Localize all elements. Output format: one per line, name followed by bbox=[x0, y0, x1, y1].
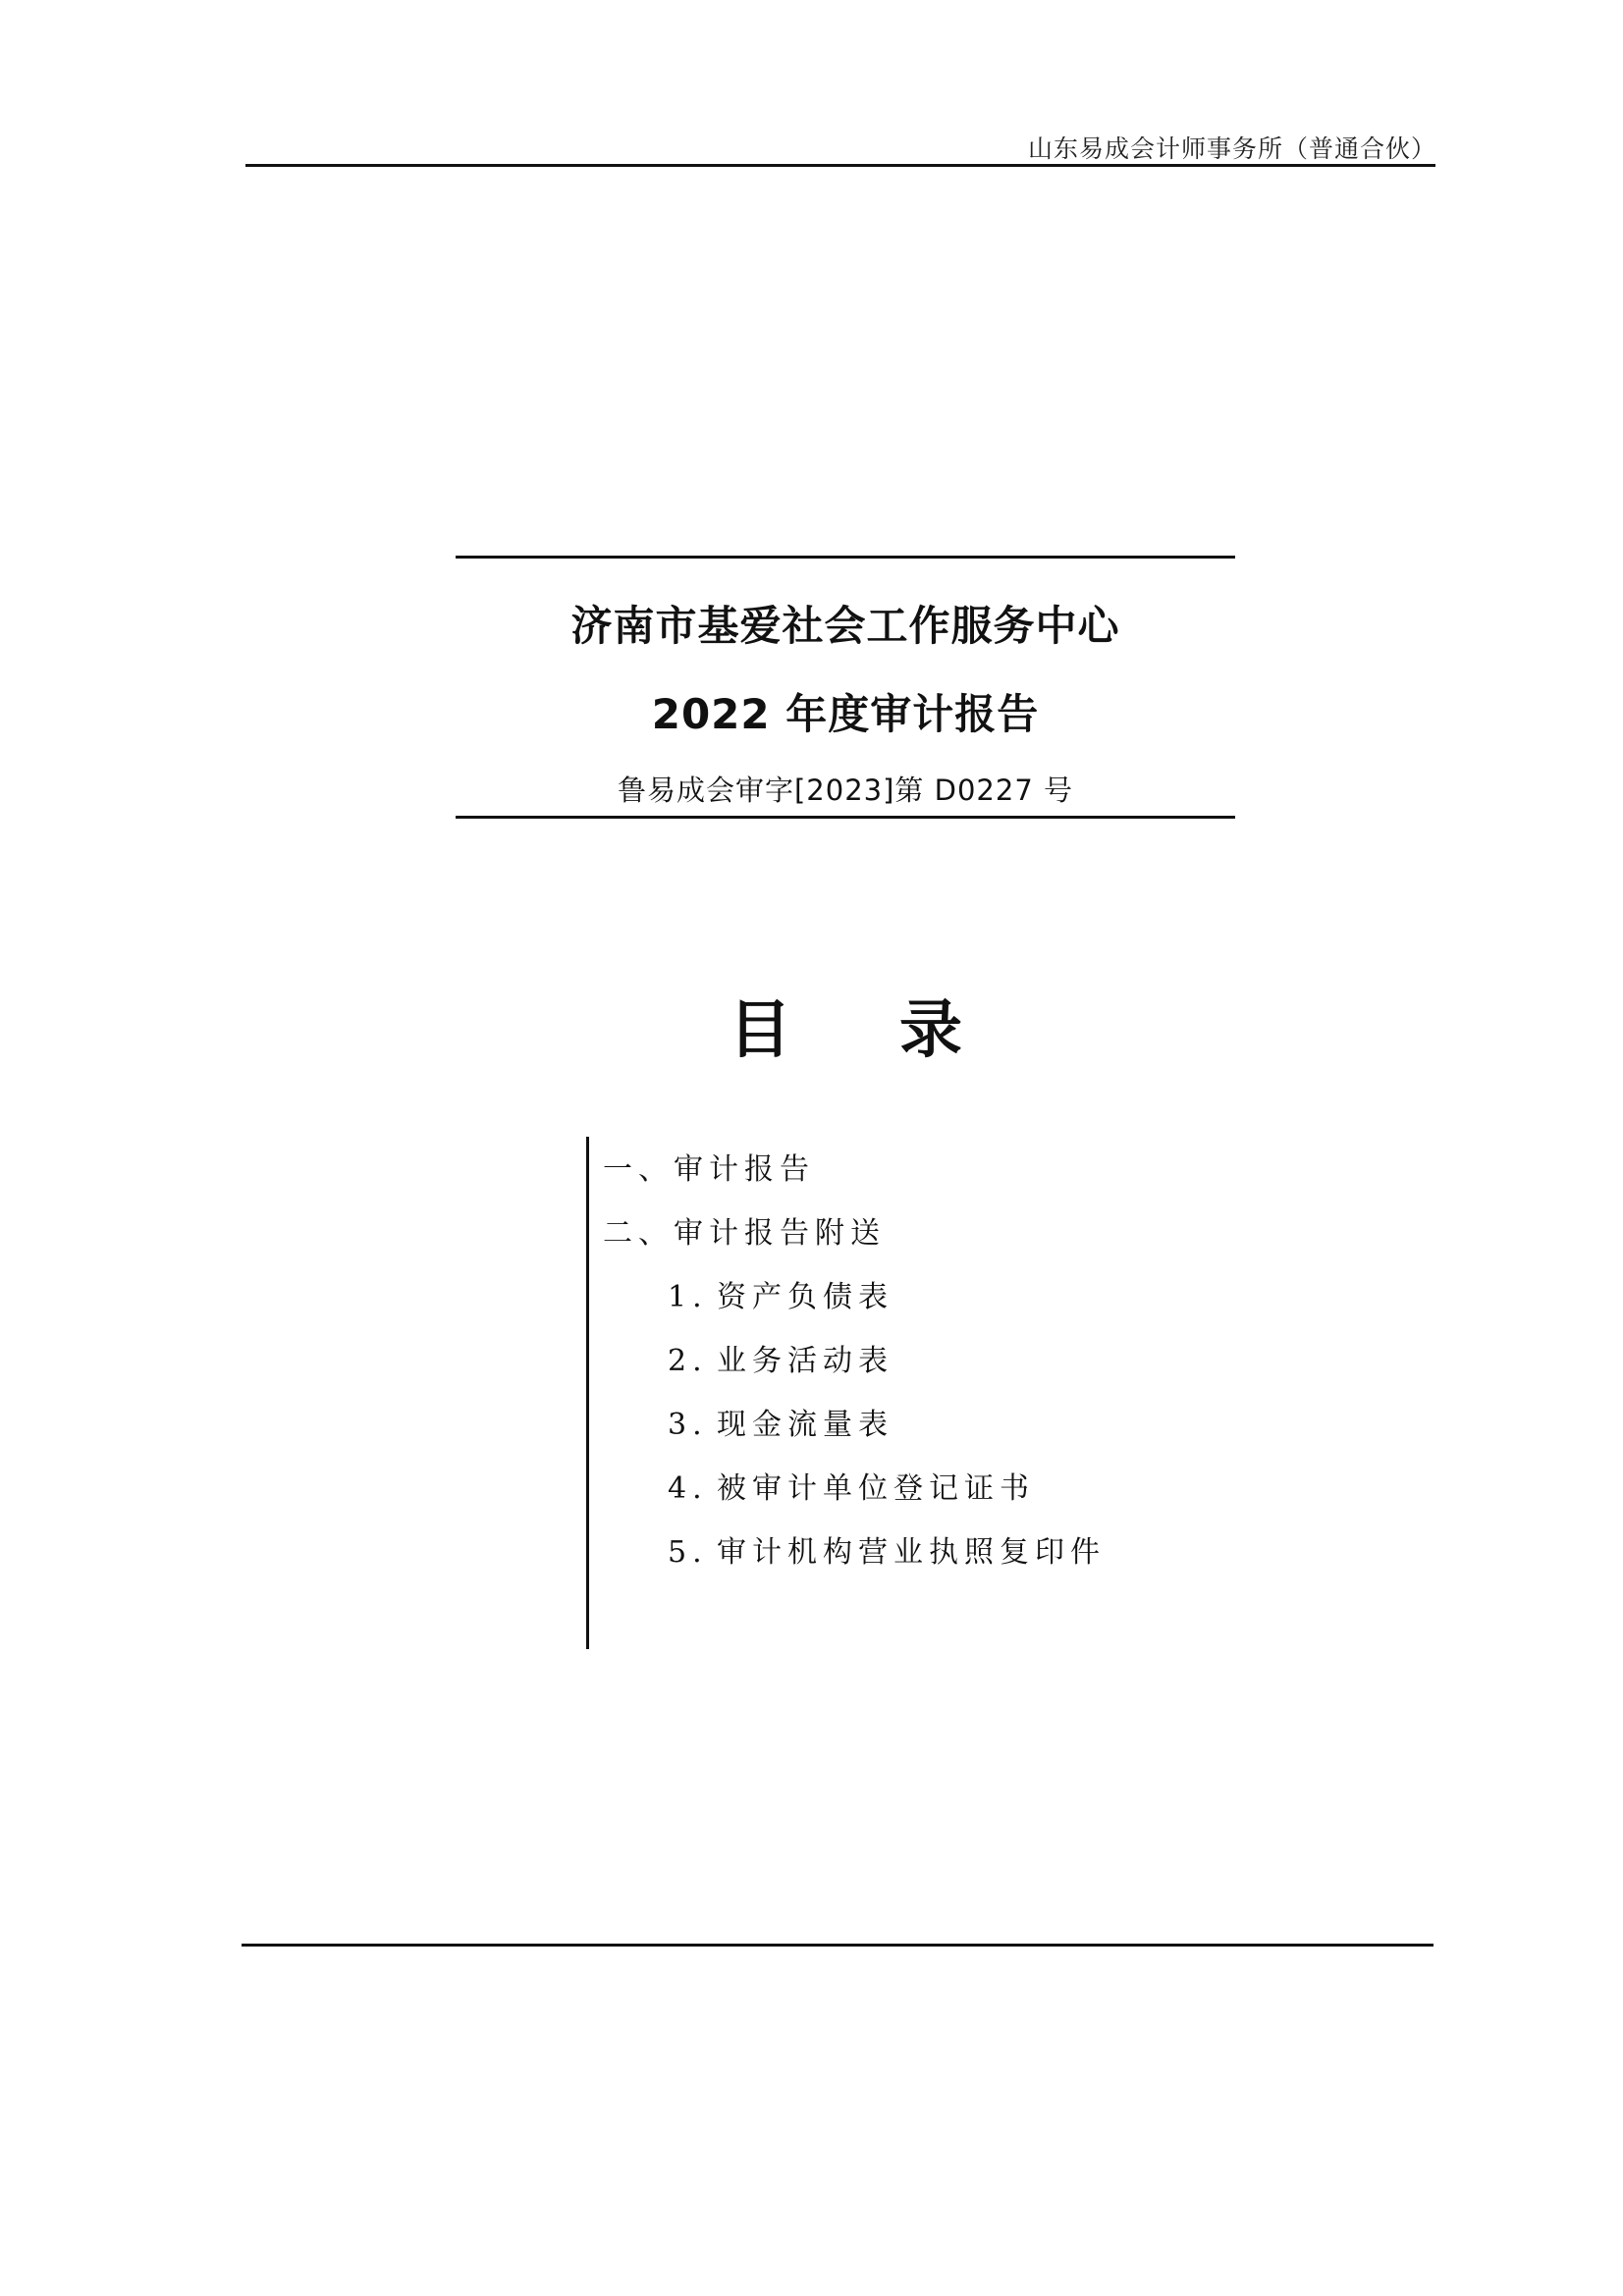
toc-left-bar bbox=[586, 1137, 589, 1649]
toc-item-number: 1. bbox=[668, 1280, 708, 1314]
toc-item-label: 被审计单位登记证书 bbox=[717, 1471, 1035, 1506]
toc-item-label: 审计报告 bbox=[674, 1152, 815, 1187]
report-title-line2: 2022 年度审计报告 bbox=[651, 690, 1040, 738]
toc-item-label: 业务活动表 bbox=[717, 1344, 893, 1378]
toc-item-label: 审计机构营业执照复印件 bbox=[717, 1535, 1106, 1570]
toc-item-number: 二、 bbox=[603, 1216, 674, 1251]
toc-item bbox=[603, 1340, 1106, 1404]
footer-rule bbox=[242, 1944, 1434, 1947]
toc-item-number: 3. bbox=[668, 1408, 708, 1442]
toc-item bbox=[603, 1404, 1106, 1468]
toc-item bbox=[603, 1148, 1106, 1212]
toc-item-number: 2. bbox=[668, 1344, 708, 1378]
toc-item bbox=[603, 1531, 1106, 1595]
toc-item bbox=[603, 1212, 1106, 1276]
toc-item-number: 5. bbox=[668, 1535, 708, 1570]
report-title-line1: 济南市基爱社会工作服务中心 bbox=[570, 602, 1120, 650]
toc-heading: 目录 bbox=[729, 994, 1070, 1067]
toc-item bbox=[603, 1276, 1106, 1340]
title-top-rule bbox=[456, 556, 1235, 559]
toc-item-label: 资产负债表 bbox=[717, 1280, 893, 1314]
toc-item-label: 审计报告附送 bbox=[674, 1216, 886, 1251]
toc-list bbox=[603, 1148, 1106, 1595]
toc-item bbox=[603, 1468, 1106, 1531]
report-number: 鲁易成会审字[2023]第 D0227 号 bbox=[617, 774, 1073, 807]
toc-item-label: 现金流量表 bbox=[717, 1408, 893, 1442]
toc-item-number: 4. bbox=[668, 1471, 708, 1506]
title-bottom-rule bbox=[456, 816, 1235, 819]
toc-item-number: 一、 bbox=[603, 1152, 674, 1187]
header-firm-name: 山东易成会计师事务所（普通合伙） bbox=[1027, 134, 1436, 163]
header-rule bbox=[245, 164, 1435, 167]
